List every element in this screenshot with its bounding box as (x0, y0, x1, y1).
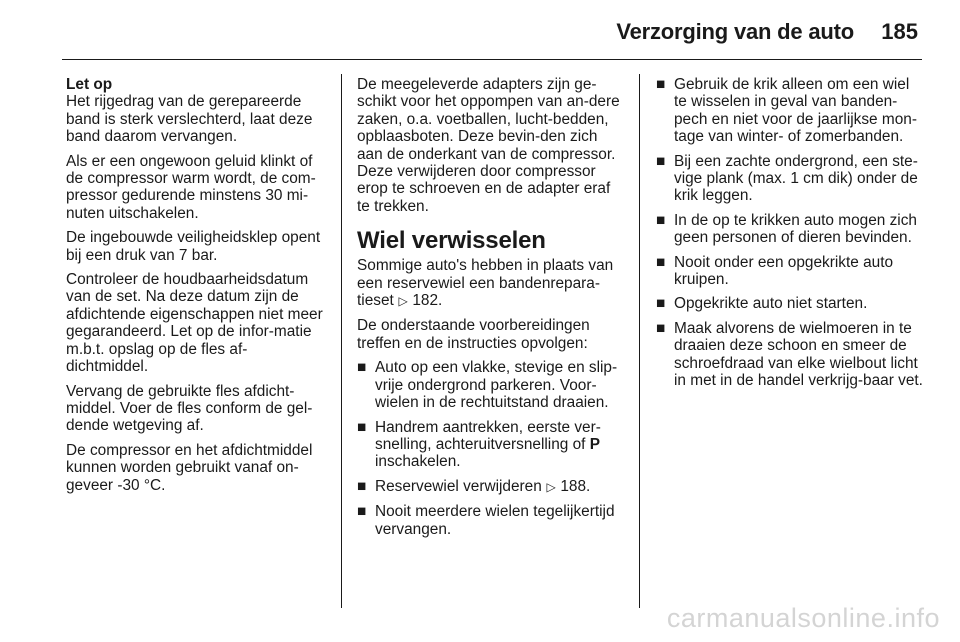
paragraph: De ingebouwde veiligheidsklep opent bij een druk van 7 bar. (66, 229, 321, 264)
list-item-text: Maak alvorens de wielmoeren in te draaien deze schoon en smeer de schroefdraad van elke wielbout licht in met in de handel verkrijg-baar vet. (674, 319, 923, 390)
paragraph: Als er een ongewoon geluid klinkt of de compressor warm wordt, de com-pressor gedurende minstens 30 mi-nuten uitschakelen. (66, 152, 316, 222)
paragraph: De meegeleverde adapters zijn ge-schikt voor het oppompen van an-dere zaken, o.a. voetballen, lucht-bedden, opblaasboten. Deze bevin-den zich aan de onderkant van de compressor. Deze verwijderen door compressor erop te schroeven en de adapter eraf te trekken. (357, 76, 620, 215)
bullet-icon: ■ (357, 359, 367, 377)
bullet-icon: ■ (357, 477, 367, 495)
list-item (357, 503, 625, 538)
paragraph: Controleer de houdbaarheidsdatum van de set. Na deze datum zijn de afdichtende eigenschappen niet meer gegarandeerd. Let op de infor-matie m.b.t. opslag op de fles af-dichtmiddel. (66, 271, 323, 376)
header-divider (62, 59, 922, 60)
bullet-icon: ■ (656, 295, 666, 313)
page-reference[interactable]: 182. (412, 292, 443, 310)
page-number: 185 (881, 19, 918, 44)
note-label: Let op (66, 76, 113, 93)
bullet-icon: ■ (656, 211, 666, 229)
list-item (656, 320, 924, 390)
list-item (656, 153, 924, 205)
list-item (656, 254, 924, 289)
gear-letter: P (589, 435, 601, 453)
note-text: Het rijgedrag van de gerepareerde band is sterk verslechterd, laat deze band daarom vervangen. (66, 93, 313, 146)
paragraph: De onderstaande voorbereidingen treffen en de instructies opvolgen: (357, 317, 590, 352)
column-3 (656, 76, 924, 397)
column-2 (357, 76, 625, 545)
column-divider-1 (341, 74, 342, 608)
list-item-text: In de op te krikken auto mogen zich geen personen of dieren bevinden. (674, 211, 917, 247)
paragraph (357, 257, 625, 310)
watermark: carmanualsonline.info (666, 603, 940, 633)
note-box (66, 76, 328, 146)
list-item (656, 295, 924, 312)
bullet-list (357, 359, 625, 538)
page-title: Verzorging van de auto (616, 19, 854, 44)
bullet-icon: ■ (357, 503, 367, 521)
list-item-text: inschakelen. (375, 453, 461, 471)
bullet-icon: ■ (656, 253, 666, 271)
bullet-icon: ■ (656, 319, 666, 337)
column-1 (66, 76, 328, 501)
page-reference-icon: ▷ (546, 479, 556, 494)
bullet-icon: ■ (656, 76, 666, 93)
page-reference[interactable]: 188. (560, 477, 591, 495)
bullet-icon: ■ (656, 152, 666, 170)
bullet-icon: ■ (357, 418, 367, 436)
section-heading: Wiel verwisselen (357, 227, 546, 255)
list-item-text: Nooit meerdere wielen tegelijkertijd vervangen. (375, 503, 615, 538)
paragraph-text: Sommige auto's hebben in plaats van een reservewiel een bandenrepara-tieset (357, 257, 614, 310)
paragraph: Vervang de gebruikte fles afdicht-middel. Voer de fles conform de gel-dende wetgeving af. (66, 382, 313, 435)
list-item (656, 212, 924, 247)
list-item (656, 76, 924, 146)
list-item (357, 478, 625, 496)
list-item-text: Auto op een vlakke, stevige en slip-vrije ondergrond parkeren. Voor-wielen in de rechtuitstand draaien. (375, 359, 618, 412)
paragraph: De compressor en het afdichtmiddel kunnen worden gebruikt vanaf on-geveer -30 °C. (66, 441, 313, 494)
list-item (357, 419, 625, 471)
page-reference-icon: ▷ (398, 294, 408, 309)
list-item-text: Reservewiel verwijderen (375, 477, 542, 495)
column-divider-2 (639, 74, 640, 608)
list-item-text: Handrem aantrekken, eerste ver-snelling, achteruitversnelling of (375, 418, 601, 453)
list-item-text: Nooit onder een opgekrikte auto kruipen. (674, 253, 894, 289)
list-item-text: Gebruik de krik alleen om een wiel te wisselen in geval van banden-pech en niet voor de jaarlijkse mon-tage van winter- of zomerbanden. (674, 76, 917, 146)
bullet-list (656, 76, 924, 390)
list-item-text: Bij een zachte ondergrond, een ste-vige plank (max. 1 cm dik) onder de krik leggen. (674, 152, 918, 205)
list-item (357, 359, 625, 411)
list-item-text: Opgekrikte auto niet starten. (674, 295, 868, 313)
